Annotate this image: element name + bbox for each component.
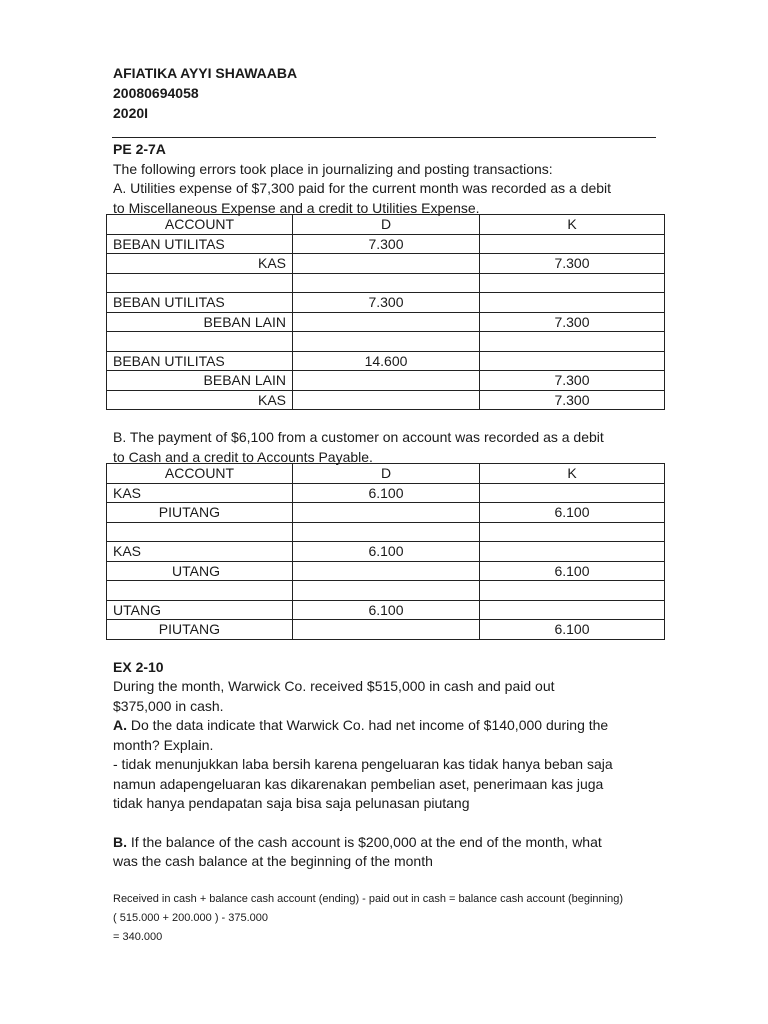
table-row	[107, 542, 665, 562]
question-b-label: B.	[113, 833, 127, 850]
account-cell: KAS	[107, 254, 293, 274]
account-cell	[107, 273, 293, 293]
ledger-table-a	[106, 214, 665, 410]
credit-cell	[480, 293, 665, 313]
table-row	[107, 273, 665, 293]
credit-cell: 7.300	[480, 312, 665, 332]
horizontal-rule	[112, 137, 656, 138]
credit-cell: 7.300	[480, 254, 665, 274]
question-a-text: Do the data indicate that Warwick Co. had net income of $140,000 during the	[127, 717, 609, 733]
ex-question-a-line2: month? Explain.	[113, 736, 214, 753]
student-name: AFIATIKA AYYI SHAWAABA	[113, 65, 298, 81]
account-cell	[107, 581, 293, 601]
table-row	[107, 581, 665, 601]
content	[113, 140, 661, 947]
account-cell: BEBAN UTILITAS	[107, 293, 293, 313]
account-cell: BEBAN LAIN	[107, 312, 293, 332]
credit-cell	[480, 581, 665, 601]
answer-line3: tidak hanya pendapatan saja bisa saja pelunasan piutang	[113, 795, 470, 811]
table-row	[107, 332, 665, 352]
table-row	[107, 483, 665, 503]
pe-b-line1: B. The payment of $6,100 from a customer on account was recorded as a debit	[113, 429, 604, 445]
ex-intro-line2: $375,000 in cash.	[113, 697, 224, 714]
debit-cell: 7.300	[293, 234, 480, 254]
debit-cell	[293, 561, 480, 581]
account-cell: BEBAN UTILITAS	[107, 234, 293, 254]
table-row	[107, 254, 665, 274]
account-cell: KAS	[107, 483, 293, 503]
pe-a-line1: A. Utilities expense of $7,300 paid for the current month was recorded as a debit	[113, 180, 612, 196]
answer-line2: namun adapengeluaran kas dikarenakan pembelian aset, penerimaan kas juga	[113, 775, 604, 792]
answer-line1: - tidak menunjukkan laba bersih karena pengeluaran kas tidak hanya beban saja	[113, 756, 613, 772]
debit-cell: 7.300	[293, 293, 480, 313]
question-b-text: If the balance of the cash account is $200,000 at the end of the month, what	[127, 833, 602, 850]
account-cell: UTANG	[107, 561, 293, 581]
ex-title: EX 2-10	[113, 658, 164, 675]
credit-cell	[480, 600, 665, 620]
ex-question-a	[113, 716, 661, 736]
credit-cell: 6.100	[480, 503, 665, 523]
debit-cell	[293, 273, 480, 293]
question-a-label: A.	[113, 717, 127, 733]
debit-cell	[293, 254, 480, 274]
table-row	[107, 234, 665, 254]
pe-title: PE 2-7A	[113, 141, 166, 157]
table-row	[107, 522, 665, 542]
table-header-row	[107, 215, 665, 235]
credit-cell: 7.300	[480, 390, 665, 410]
credit-cell: 6.100	[480, 620, 665, 640]
pe-b-line2: to Cash and a credit to Accounts Payable.	[113, 448, 373, 465]
table-row	[107, 351, 665, 371]
table-row	[107, 293, 665, 313]
account-cell: BEBAN LAIN	[107, 371, 293, 391]
student-id: 20080694058	[113, 85, 199, 101]
formula-text: Received in cash + balance cash account (ending) - paid out in cash = balance cash account (beginning)	[113, 892, 623, 905]
table-row	[107, 390, 665, 410]
account-cell: KAS	[107, 390, 293, 410]
calculation-text: ( 515.000 + 200.000 ) - 375.000	[113, 911, 269, 924]
debit-cell	[293, 312, 480, 332]
credit-cell: 7.300	[480, 371, 665, 391]
ledger-table-b	[106, 463, 665, 640]
header-debit: D	[293, 464, 480, 484]
credit-cell	[480, 542, 665, 562]
ex-question-b-line2: was the cash balance at the beginning of the month	[113, 853, 433, 869]
account-cell: KAS	[107, 542, 293, 562]
debit-cell	[293, 522, 480, 542]
credit-cell	[480, 351, 665, 371]
account-cell: PIUTANG	[107, 503, 293, 523]
account-cell: BEBAN UTILITAS	[107, 351, 293, 371]
pe-intro: The following errors took place in journalizing and posting transactions:	[113, 160, 553, 177]
table-row	[107, 312, 665, 332]
debit-cell: 6.100	[293, 600, 480, 620]
header-account: ACCOUNT	[107, 215, 293, 235]
account-cell	[107, 522, 293, 542]
debit-cell: 6.100	[293, 483, 480, 503]
debit-cell	[293, 390, 480, 410]
student-class: 2020I	[113, 105, 149, 121]
debit-cell	[293, 581, 480, 601]
header-credit: K	[480, 464, 665, 484]
credit-cell	[480, 522, 665, 542]
account-cell: UTANG	[107, 600, 293, 620]
table-header-row	[107, 464, 665, 484]
credit-cell	[480, 483, 665, 503]
credit-cell	[480, 234, 665, 254]
table-row	[107, 503, 665, 523]
ex-question-b	[113, 833, 661, 853]
table-row	[107, 561, 665, 581]
header-account: ACCOUNT	[107, 464, 293, 484]
debit-cell: 14.600	[293, 351, 480, 371]
student-header	[113, 63, 297, 123]
ex-intro-line1: During the month, Warwick Co. received $515,000 in cash and paid out	[113, 678, 555, 694]
header-debit: D	[293, 215, 480, 235]
table-row	[107, 620, 665, 640]
table-row	[107, 371, 665, 391]
pe-a-line2: to Miscellaneous Expense and a credit to Utilities Expense.	[113, 199, 480, 216]
credit-cell	[480, 273, 665, 293]
credit-cell: 6.100	[480, 561, 665, 581]
result-text: = 340.000	[113, 930, 163, 943]
account-cell	[107, 332, 293, 352]
debit-cell	[293, 371, 480, 391]
debit-cell	[293, 620, 480, 640]
debit-cell	[293, 332, 480, 352]
debit-cell: 6.100	[293, 542, 480, 562]
header-credit: K	[480, 215, 665, 235]
table-row	[107, 600, 665, 620]
account-cell: PIUTANG	[107, 620, 293, 640]
debit-cell	[293, 503, 480, 523]
credit-cell	[480, 332, 665, 352]
